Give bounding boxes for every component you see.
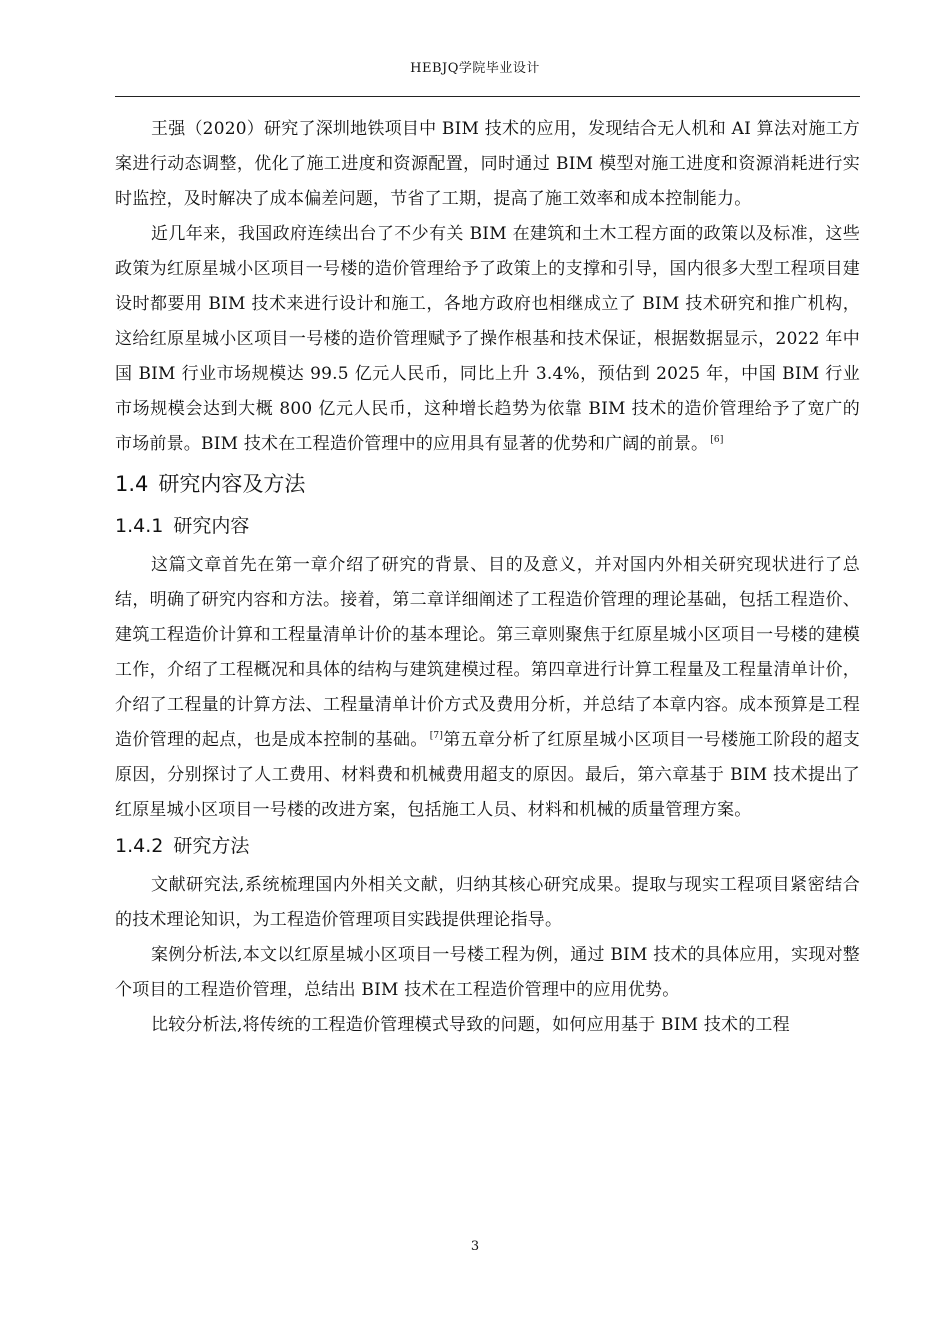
paragraph-research-content-text-b: 第五章分析了红原星城小区项目一号楼施工阶段的超支原因，分别探讨了人工费用、材料费和机械费用超支的原因。最后，第六章基于 BIM 技术提出了红原星城小区项目一号楼的改进方案，包括施工人员、材料和机械的质量管理方案。: [115, 730, 860, 820]
citation-7: [7]: [429, 731, 444, 741]
paragraph-policy-market-text: 近几年来，我国政府连续出台了不少有关 BIM 在建筑和土木工程方面的政策以及标准，这些政策为红原星城小区项目一号楼的造价管理给予了政策上的支撑和引导，国内很多大型工程项目建设时都要用 BIM 技术来进行设计和施工，各地方政府也相继成立了 BIM 技术研究和推广机构，这给红原星城小区项目一号楼的造价管理赋予了操作根基和技术保证，根据数据显示，2022 年中国 BIM 行业市场规模达 99.5 亿元人民币，同比上升 3.4%，预估到 2025 年，中国 BIM 行业市场规模会达到大概 800 亿元人民币，这种增长趋势为依靠 BIM 技术的造价管理给予了宽广的市场前景。BIM 技术在工程造价管理中的应用具有显著的优势和广阔的前景。: [115, 224, 860, 454]
paragraph-comparison-method: 比较分析法,将传统的工程造价管理模式导致的问题，如何应用基于 BIM 技术的工程: [151, 1015, 790, 1035]
section-heading-1-4-1: [115, 508, 860, 548]
section-heading-1-4: [115, 462, 860, 508]
section-number: 1.4: [115, 472, 149, 496]
paragraph-wang-qiang-study: 王强（2020）研究了深圳地铁项目中 BIM 技术的应用，发现结合无人机和 AI 算法对施工方案进行动态调整，优化了施工进度和资源配置，同时通过 BIM 模型对施工进度和资源消耗进行实时监控，及时解决了成本偏差问题，节省了工期，提高了施工效率和成本控制能力。: [115, 119, 860, 209]
section-heading-1-4-2: [115, 828, 860, 868]
paragraph-literature-method: 文献研究法,系统梳理国内外相关文献，归纳其核心研究成果。提取与现实工程项目紧密结合的技术理论知识，为工程造价管理项目实践提供理论指导。: [115, 875, 860, 930]
citation-6: [6]: [710, 435, 724, 445]
running-header: HEBJQ学院毕业设计: [410, 61, 540, 76]
section-title: 研究内容: [173, 515, 250, 537]
section-number: 1.4.2: [115, 835, 164, 857]
section-title: 研究内容及方法: [158, 472, 306, 496]
section-number: 1.4.1: [115, 515, 164, 537]
paragraph-case-method: 案例分析法,本文以红原星城小区项目一号楼工程为例，通过 BIM 技术的具体应用，实现对整个项目的工程造价管理，总结出 BIM 技术在工程造价管理中的应用优势。: [115, 945, 860, 1000]
paragraph-policy-market: [115, 217, 860, 462]
page-number: 3: [470, 1239, 480, 1254]
paragraph-research-content-text-a: 这篇文章首先在第一章介绍了研究的背景、目的及意义，并对国内外相关研究现状进行了总结，明确了研究内容和方法。接着，第二章详细阐述了工程造价管理的理论基础，包括工程造价、建筑工程造价计算和工程量清单计价的基本理论。第三章则聚焦于红原星城小区项目一号楼的建模工作，介绍了工程概况和具体的结构与建筑建模过程。第四章进行计算工程量及工程量清单计价，介绍了工程量的计算方法、工程量清单计价方式及费用分析，并总结了本章内容。成本预算是工程造价管理的起点，也是成本控制的基础。: [115, 555, 860, 750]
header-divider: [115, 96, 860, 97]
section-title: 研究方法: [173, 835, 250, 857]
paragraph-research-content: [115, 548, 860, 828]
body-text: [115, 112, 860, 1043]
